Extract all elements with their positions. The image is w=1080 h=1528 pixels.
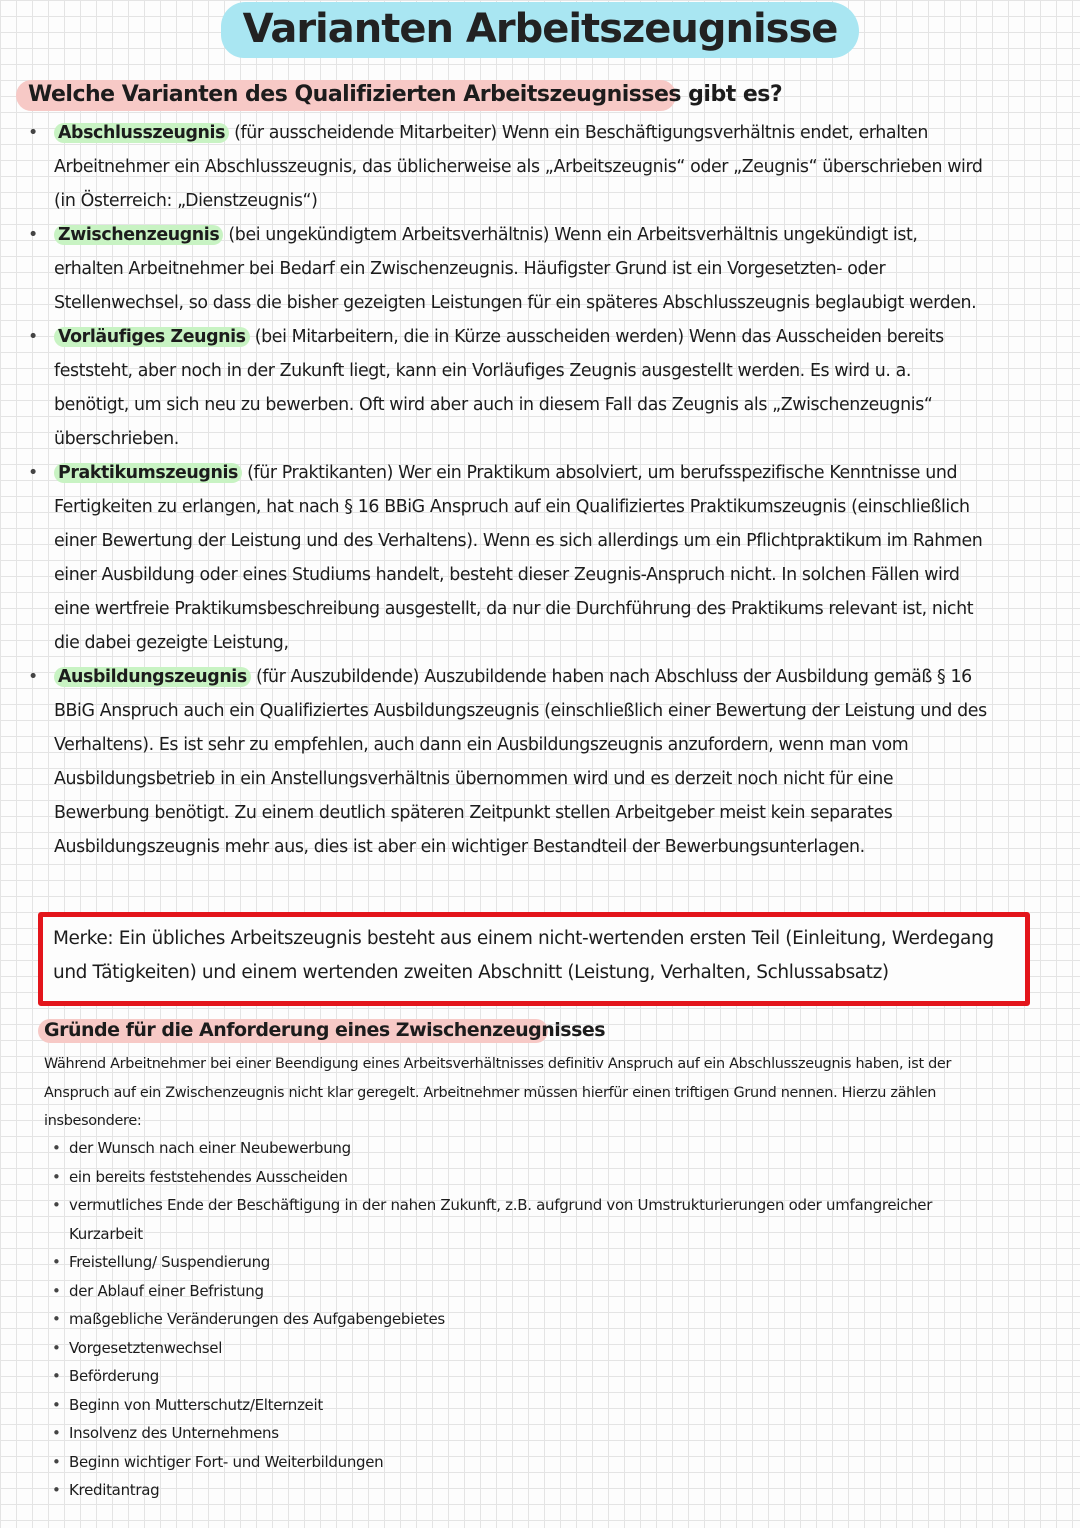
list-item: • Beförderung bbox=[52, 1362, 972, 1391]
list-item: • Vorgesetztenwechsel bbox=[52, 1334, 972, 1363]
merke-text: Merke: Ein übliches Arbeitszeugnis besteht aus einem nicht-wertenden ersten Teil (Einleitung, Werdegang und Tätigkeiten) und einem wertenden zweiten Abschnitt (Leistung, Verhalten, Schlussabsatz) bbox=[53, 928, 994, 983]
variant-text: (für Praktikanten) Wer ein Praktikum absolviert, um berufsspezifische Kenntnisse und Fertigkeiten zu erlangen, hat nach § 16 BBiG Anspruch auf ein Qualifiziertes Praktikumszeugnis (einschließlich einer Bewertung der Leistung und des Verhaltens). Wenn es sich allerdings um ein Pflichtpraktikum im Rahmen einer Ausbildung oder eines Studiums handelt, besteht dieser Zeugnis-Anspruch nicht. In solchen Fällen wird eine wertfreie Praktikumsbeschreibung ausgestellt, da nur die Durchführung des Praktikums relevant ist, nicht die dabei gezeigte Leistung, bbox=[54, 463, 983, 653]
reasons-intro: Während Arbeitnehmer bei einer Beendigung eines Arbeitsverhältnisses definitiv Anspruch auf ein Abschlusszeugnis haben, ist der Anspruch auf ein Zwischenzeugnis nicht klar geregelt. Arbeitnehmer müssen hierfür einen triftigen Grund nennen. Hierzu zählen insbesondere: bbox=[44, 1056, 952, 1129]
list-item: • Kreditantrag bbox=[52, 1476, 972, 1505]
variants-list bbox=[28, 116, 988, 864]
title-wrapper bbox=[0, 2, 1080, 58]
list-item: • ein bereits feststehendes Ausscheiden bbox=[52, 1163, 972, 1192]
variants-heading: Welche Varianten des Qualifizierten Arbeitszeugnisses gibt es? bbox=[16, 80, 676, 111]
list-item: • maßgebliche Veränderungen des Aufgabengebietes bbox=[52, 1305, 972, 1334]
list-item bbox=[28, 218, 988, 320]
list-item: • Beginn von Mutterschutz/Elternzeit bbox=[52, 1391, 972, 1420]
list-item bbox=[28, 116, 988, 218]
variant-text: (für Auszubildende) Auszubildende haben nach Abschluss der Ausbildung gemäß § 16 BBiG Anspruch auch ein Qualifiziertes Ausbildungszeugnis (einschließlich einer Bewertung der Leistung und des Verhaltens). Es ist sehr zu empfehlen, auch dann ein Ausbildungszeugnis anzufordern, wenn man vom Ausbildungsbetrieb in ein Anstellungsverhältnis übernommen wird und es derzeit noch nicht für eine Bewerbung benötigt. Zu einem deutlich späteren Zeitpunkt stellen Arbeitgeber meist kein separates Ausbildungszeugnis mehr aus, dies ist aber ein wichtiger Bestandteil der Bewerbungsunterlagen. bbox=[54, 667, 987, 857]
variant-text: (für ausscheidende Mitarbeiter) Wenn ein Beschäftigungsverhältnis endet, erhalten Arbeitnehmer ein Abschlusszeugnis, das üblicherweise als „Arbeitszeugnis“ oder „Zeugnis“ überschrieben wird (in Österreich: „Dienstzeugnis“) bbox=[54, 123, 983, 211]
list-item bbox=[28, 320, 988, 456]
list-item: • der Wunsch nach einer Neubewerbung bbox=[52, 1134, 972, 1163]
list-item: • Insolvenz des Unternehmens bbox=[52, 1419, 972, 1448]
reasons-list bbox=[52, 1134, 972, 1505]
list-item bbox=[28, 660, 988, 864]
variant-term: Praktikumszeugnis bbox=[54, 463, 242, 483]
variant-text: (bei Mitarbeitern, die in Kürze ausscheiden werden) Wenn das Ausscheiden bereits feststeht, aber noch in der Zukunft liegt, kann ein Vorläufiges Zeugnis ausgestellt werden. Es wird u. a. benötigt, um sich neu zu bewerben. Oft wird aber auch in diesem Fall das Zeugnis als „Zwischenzeugnis“ überschrieben. bbox=[54, 327, 944, 449]
list-item: • der Ablauf einer Befristung bbox=[52, 1277, 972, 1306]
variant-term: Ausbildungszeugnis bbox=[54, 667, 251, 687]
variant-term: Abschlusszeugnis bbox=[54, 123, 229, 143]
variant-term: Zwischenzeugnis bbox=[54, 225, 223, 245]
list-item: • vermutliches Ende der Beschäftigung in der nahen Zukunft, z.B. aufgrund von Umstrukturierungen oder umfangreicher Kurzarbeit bbox=[52, 1191, 972, 1248]
variant-term: Vorläufiges Zeugnis bbox=[54, 327, 250, 347]
page-title: Varianten Arbeitszeugnisse bbox=[221, 2, 860, 58]
list-item: • Beginn wichtiger Fort- und Weiterbildungen bbox=[52, 1448, 972, 1477]
variant-text: (bei ungekündigtem Arbeitsverhältnis) Wenn ein Arbeitsverhältnis ungekündigt ist, erhalten Arbeitnehmer bei Bedarf ein Zwischenzeugnis. Häufigster Grund ist ein Vorgesetzten- oder Stellenwechsel, so dass die bisher gezeigten Leistungen für ein späteres Abschlusszeugnis beglaubigt werden. bbox=[54, 225, 977, 313]
list-item bbox=[28, 456, 988, 660]
merke-box bbox=[38, 912, 1030, 1006]
list-item: • Freistellung/ Suspendierung bbox=[52, 1248, 972, 1277]
reasons-heading: Gründe für die Anforderung eines Zwischenzeugnisses bbox=[38, 1019, 548, 1043]
